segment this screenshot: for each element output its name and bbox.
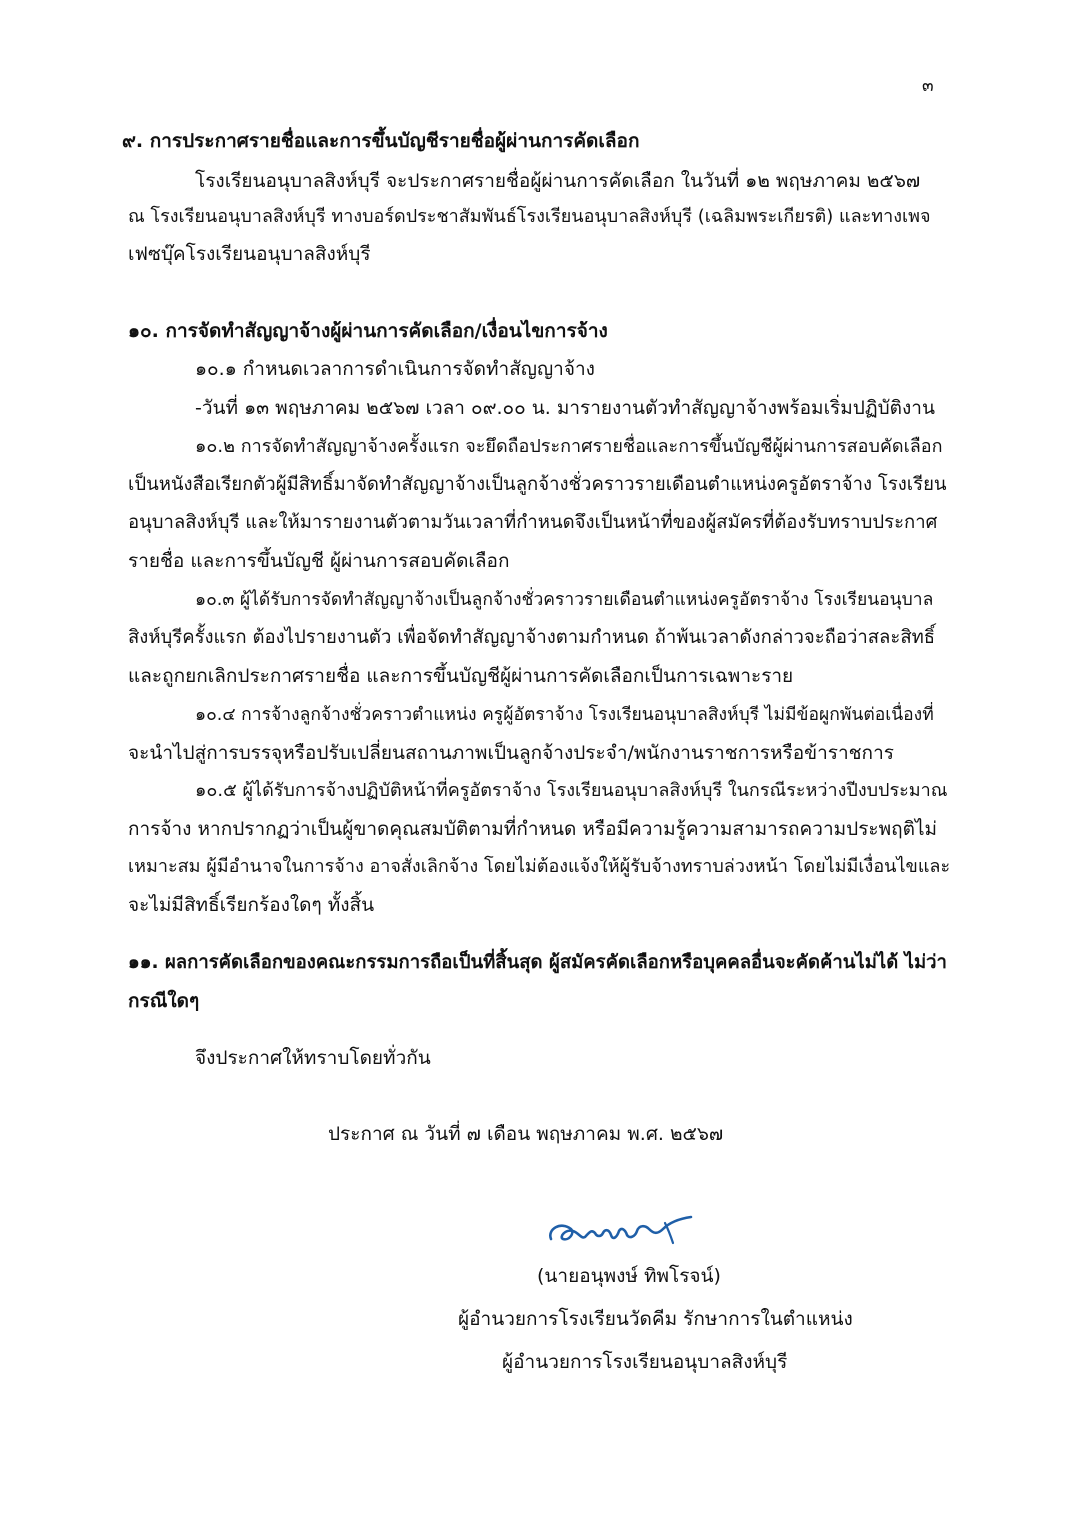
section-10-line: และถูกยกเลิกประกาศรายชื่อ และการขึ้นบัญชีผู้ผ่านการคัดเลือกเป็นการเฉพาะราย <box>128 665 794 687</box>
section-11-line: กรณีใดๆ <box>128 990 200 1012</box>
section-9-line: ณ โรงเรียนอนุบาลสิงห์บุรี ทางบอร์ดประชาสัมพันธ์โรงเรียนอนุบาลสิงห์บุรี (เฉลิมพระเกียรติ) และทางเพจ <box>128 206 931 227</box>
signer-position: ผู้อำนวยการโรงเรียนอนุบาลสิงห์บุรี <box>502 1351 788 1373</box>
section-10-line: เป็นหนังสือเรียกตัวผู้มีสิทธิ์มาจัดทำสัญญาจ้างเป็นลูกจ้างชั่วคราวรายเดือนตำแหน่งครูอัตราจ้าง โรงเรียน <box>128 474 947 495</box>
section-10-line: การจ้าง หากปรากฏว่าเป็นผู้ขาดคุณสมบัติตามที่กำหนด หรือมีความรู้ความสามารถความประพฤติไม่ <box>128 818 938 840</box>
section-11-line: ๑๑. ผลการคัดเลือกของคณะกรรมการถือเป็นที่สิ้นสุด ผู้สมัครคัดเลือกหรือบุคคลอื่นจะคัดค้านไม่ได้ ไม่ว่า <box>128 952 947 973</box>
signer-position: ผู้อำนวยการโรงเรียนวัดคีม รักษาการในตำแหน่ง <box>458 1308 853 1330</box>
section-9-line: เฟซบุ๊คโรงเรียนอนุบาลสิงห์บุรี <box>128 243 371 265</box>
section-10-heading: ๑๐. การจัดทำสัญญาจ้างผู้ผ่านการคัดเลือก/เงื่อนไขการจ้าง <box>128 320 608 342</box>
section-10-line: -วันที่ ๑๓ พฤษภาคม ๒๕๖๗ เวลา ๐๙.๐๐ น. มารายงานตัวทำสัญญาจ้างพร้อมเริ่มปฏิบัติงาน <box>195 397 935 419</box>
closing-statement: จึงประกาศให้ทราบโดยทั่วกัน <box>195 1047 431 1069</box>
section-10-line: อนุบาลสิงห์บุรี และให้มารายงานตัวตามวันเวลาที่กำหนดจึงเป็นหน้าที่ของผู้สมัครที่ต้องรับทราบประกาศ <box>128 512 938 533</box>
section-10-line: ๑๐.๒ การจัดทำสัญญาจ้างครั้งแรก จะยึดถือประกาศรายชื่อและการขึ้นบัญชีผู้ผ่านการสอบคัดเลือก <box>195 436 943 457</box>
announcement-date: ประกาศ ณ วันที่ ๗ เดือน พฤษภาคม พ.ศ. ๒๕๖๗ <box>328 1123 724 1145</box>
section-10-line: ๑๐.๔ การจ้างลูกจ้างชั่วคราวตำแหน่ง ครูผู้อัตราจ้าง โรงเรียนอนุบาลสิงห์บุรี ไม่มีข้อผูกพันต่อเนื่องที่ <box>195 705 934 725</box>
page-number: ๓ <box>922 76 934 96</box>
section-10-line: สิงห์บุรีครั้งแรก ต้องไปรายงานตัว เพื่อจัดทำสัญญาจ้างตามกำหนด ถ้าพ้นเวลาดังกล่าวจะถือว่าสละสิทธิ์ <box>128 627 936 648</box>
section-10-line: จะนำไปสู่การบรรจุหรือปรับเปลี่ยนสถานภาพเป็นลูกจ้างประจำ/พนักงานราชการหรือข้าราชการ <box>128 742 894 764</box>
section-9-heading: ๙. การประกาศรายชื่อและการขึ้นบัญชีรายชื่อผู้ผ่านการคัดเลือก <box>122 130 640 152</box>
section-10-line: รายชื่อ และการขึ้นบัญชี ผู้ผ่านการสอบคัดเลือก <box>128 550 510 572</box>
section-10-line: เหมาะสม ผู้มีอำนาจในการจ้าง อาจสั่งเลิกจ้าง โดยไม่ต้องแจ้งให้ผู้รับจ้างทราบล่วงหน้า โดยไม่มีเงื่อนไขและ <box>128 856 951 877</box>
section-10-line: จะไม่มีสิทธิ์เรียกร้องใดๆ ทั้งสิ้น <box>128 894 375 916</box>
signature-image <box>545 1207 695 1253</box>
signer-name: (นายอนุพงษ์ ทิพโรจน์) <box>537 1265 721 1287</box>
section-9-line: โรงเรียนอนุบาลสิงห์บุรี จะประกาศรายชื่อผู้ผ่านการคัดเลือก ในวันที่ ๑๒ พฤษภาคม ๒๕๖๗ <box>195 170 921 192</box>
section-10-line: ๑๐.๑ กำหนดเวลาการดำเนินการจัดทำสัญญาจ้าง <box>195 358 595 380</box>
section-10-line: ๑๐.๓ ผู้ได้รับการจัดทำสัญญาจ้างเป็นลูกจ้างชั่วคราวรายเดือนตำแหน่งครูอัตราจ้าง โรงเรียนอนุบาล <box>195 590 934 610</box>
section-10-line: ๑๐.๕ ผู้ได้รับการจ้างปฏิบัติหน้าที่ครูอัตราจ้าง โรงเรียนอนุบาลสิงห์บุรี ในกรณีระหว่างปีงบประมาณ <box>195 780 948 801</box>
